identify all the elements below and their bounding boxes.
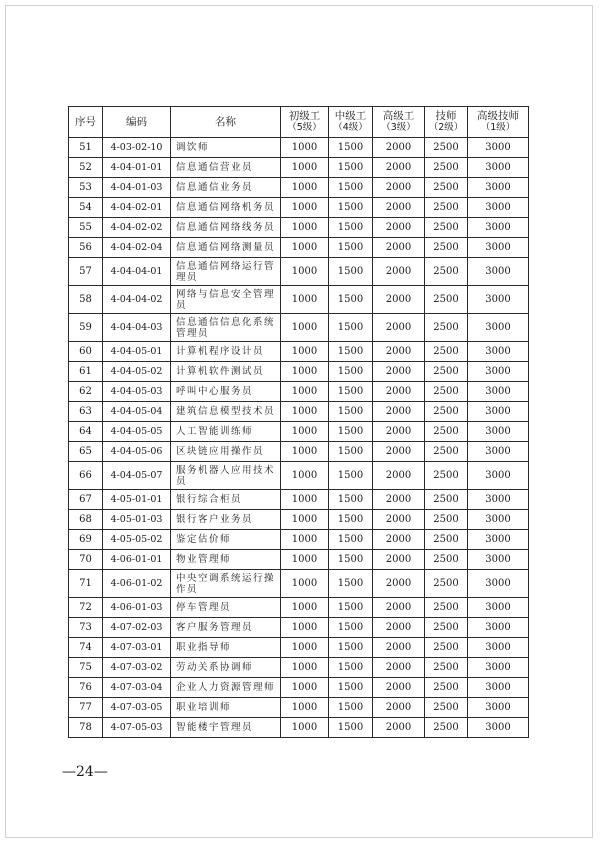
row-name-cell: 银行综合柜员	[171, 490, 281, 510]
row-senior-value: 2000	[373, 238, 425, 258]
header-senior	[373, 107, 425, 138]
row-code-cell: 4-06-01-01	[103, 550, 171, 570]
row-senior-value: 2000	[373, 638, 425, 658]
header-technician-title: 技师	[435, 110, 457, 122]
row-technician-value: 2500	[425, 286, 468, 314]
row-senior-technician-value: 3000	[468, 342, 529, 362]
row-mid-value: 1500	[329, 618, 373, 638]
row-senior-technician-value: 3000	[468, 678, 529, 698]
row-senior-value: 2000	[373, 218, 425, 238]
row-mid-value: 1500	[329, 198, 373, 218]
row-mid-value: 1500	[329, 258, 373, 286]
table-row	[69, 550, 529, 570]
table-row	[69, 314, 529, 342]
row-seq-cell: 74	[69, 638, 103, 658]
row-name-cell: 网络与信息安全管理员	[171, 286, 281, 314]
row-senior-technician-value: 3000	[468, 530, 529, 550]
row-technician-value: 2500	[425, 570, 468, 598]
row-senior-value: 2000	[373, 678, 425, 698]
row-code-cell: 4-04-01-03	[103, 178, 171, 198]
row-code-cell: 4-05-01-01	[103, 490, 171, 510]
row-code-cell: 4-07-03-02	[103, 658, 171, 678]
row-mid-value: 1500	[329, 442, 373, 462]
row-mid-value: 1500	[329, 218, 373, 238]
table-row	[69, 598, 529, 618]
row-senior-technician-value: 3000	[468, 422, 529, 442]
row-technician-value: 2500	[425, 362, 468, 382]
row-mid-value: 1500	[329, 638, 373, 658]
row-senior-technician-value: 3000	[468, 238, 529, 258]
row-senior-technician-value: 3000	[468, 362, 529, 382]
row-seq-cell: 71	[69, 570, 103, 598]
row-junior-value: 1000	[281, 678, 329, 698]
row-technician-value: 2500	[425, 258, 468, 286]
row-code-cell: 4-04-05-03	[103, 382, 171, 402]
row-senior-technician-value: 3000	[468, 442, 529, 462]
row-seq-cell: 73	[69, 618, 103, 638]
row-junior-value: 1000	[281, 158, 329, 178]
row-code-cell: 4-04-05-06	[103, 442, 171, 462]
header-technician	[425, 107, 468, 138]
row-junior-value: 1000	[281, 618, 329, 638]
row-mid-value: 1500	[329, 718, 373, 738]
row-code-cell: 4-04-05-01	[103, 342, 171, 362]
row-seq-cell: 68	[69, 510, 103, 530]
row-senior-value: 2000	[373, 510, 425, 530]
row-junior-value: 1000	[281, 286, 329, 314]
row-name-cell: 物业管理师	[171, 550, 281, 570]
row-mid-value: 1500	[329, 490, 373, 510]
row-senior-technician-value: 3000	[468, 638, 529, 658]
row-seq-cell: 66	[69, 462, 103, 490]
row-seq-cell: 52	[69, 158, 103, 178]
row-senior-value: 2000	[373, 550, 425, 570]
header-junior-level: （5级）	[287, 122, 322, 133]
table-row	[69, 442, 529, 462]
row-mid-value: 1500	[329, 314, 373, 342]
table-row	[69, 402, 529, 422]
row-senior-technician-value: 3000	[468, 258, 529, 286]
row-technician-value: 2500	[425, 718, 468, 738]
row-code-cell: 4-04-01-01	[103, 158, 171, 178]
table-row	[69, 530, 529, 550]
table-row	[69, 286, 529, 314]
row-mid-value: 1500	[329, 138, 373, 158]
row-junior-value: 1000	[281, 382, 329, 402]
row-senior-technician-value: 3000	[468, 510, 529, 530]
row-seq-cell: 64	[69, 422, 103, 442]
header-code: 编码	[103, 107, 171, 138]
table-header-row	[69, 107, 529, 138]
row-senior-technician-value: 3000	[468, 718, 529, 738]
row-name-cell: 信息通信网络线务员	[171, 218, 281, 238]
row-senior-technician-value: 3000	[468, 382, 529, 402]
row-technician-value: 2500	[425, 158, 468, 178]
row-junior-value: 1000	[281, 258, 329, 286]
row-senior-value: 2000	[373, 158, 425, 178]
row-mid-value: 1500	[329, 462, 373, 490]
row-name-cell: 智能楼宇管理员	[171, 718, 281, 738]
row-senior-value: 2000	[373, 530, 425, 550]
row-seq-cell: 58	[69, 286, 103, 314]
row-code-cell: 4-07-03-05	[103, 698, 171, 718]
table-row	[69, 218, 529, 238]
row-name-cell: 银行客户业务员	[171, 510, 281, 530]
row-junior-value: 1000	[281, 218, 329, 238]
row-name-cell: 信息通信业务员	[171, 178, 281, 198]
row-mid-value: 1500	[329, 698, 373, 718]
table-row	[69, 638, 529, 658]
row-code-cell: 4-04-02-02	[103, 218, 171, 238]
row-name-cell: 计算机程序设计员	[171, 342, 281, 362]
row-technician-value: 2500	[425, 530, 468, 550]
row-technician-value: 2500	[425, 422, 468, 442]
table-row	[69, 698, 529, 718]
row-senior-technician-value: 3000	[468, 314, 529, 342]
row-name-cell: 劳动关系协调师	[171, 658, 281, 678]
row-senior-value: 2000	[373, 138, 425, 158]
row-junior-value: 1000	[281, 198, 329, 218]
table-row	[69, 490, 529, 510]
table-body	[69, 138, 529, 738]
row-seq-cell: 77	[69, 698, 103, 718]
row-name-cell: 计算机软件测试员	[171, 362, 281, 382]
row-senior-technician-value: 3000	[468, 138, 529, 158]
row-junior-value: 1000	[281, 598, 329, 618]
row-name-cell: 信息通信网络测量员	[171, 238, 281, 258]
row-junior-value: 1000	[281, 638, 329, 658]
row-senior-value: 2000	[373, 570, 425, 598]
header-junior-title: 初级工	[288, 110, 321, 122]
row-junior-value: 1000	[281, 462, 329, 490]
row-junior-value: 1000	[281, 490, 329, 510]
row-senior-technician-value: 3000	[468, 178, 529, 198]
table-row	[69, 422, 529, 442]
row-technician-value: 2500	[425, 238, 468, 258]
row-code-cell: 4-05-01-03	[103, 510, 171, 530]
header-technician-level: （2级）	[428, 122, 464, 133]
row-name-cell: 人工智能训练师	[171, 422, 281, 442]
row-technician-value: 2500	[425, 138, 468, 158]
row-senior-value: 2000	[373, 598, 425, 618]
row-seq-cell: 54	[69, 198, 103, 218]
row-junior-value: 1000	[281, 314, 329, 342]
header-mid-title: 中级工	[334, 110, 367, 122]
row-senior-technician-value: 3000	[468, 462, 529, 490]
table-row	[69, 342, 529, 362]
row-name-cell: 鉴定估价师	[171, 530, 281, 550]
header-junior	[281, 107, 329, 138]
row-junior-value: 1000	[281, 698, 329, 718]
row-mid-value: 1500	[329, 286, 373, 314]
row-name-cell: 呼叫中心服务员	[171, 382, 281, 402]
row-junior-value: 1000	[281, 658, 329, 678]
row-junior-value: 1000	[281, 178, 329, 198]
row-technician-value: 2500	[425, 490, 468, 510]
row-seq-cell: 65	[69, 442, 103, 462]
row-seq-cell: 72	[69, 598, 103, 618]
row-senior-value: 2000	[373, 658, 425, 678]
row-technician-value: 2500	[425, 178, 468, 198]
row-name-cell: 建筑信息模型技术员	[171, 402, 281, 422]
row-code-cell: 4-06-01-02	[103, 570, 171, 598]
row-seq-cell: 57	[69, 258, 103, 286]
subsidy-standards-table	[68, 106, 529, 738]
row-senior-value: 2000	[373, 286, 425, 314]
header-senior-technician-title: 高级技师	[477, 110, 519, 122]
row-seq-cell: 51	[69, 138, 103, 158]
row-code-cell: 4-07-02-03	[103, 618, 171, 638]
row-seq-cell: 63	[69, 402, 103, 422]
row-name-cell: 职业指导师	[171, 638, 281, 658]
row-senior-value: 2000	[373, 198, 425, 218]
table-row	[69, 718, 529, 738]
row-technician-value: 2500	[425, 658, 468, 678]
row-technician-value: 2500	[425, 382, 468, 402]
page-number: —24—	[62, 764, 108, 780]
row-seq-cell: 53	[69, 178, 103, 198]
header-name: 名称	[171, 107, 281, 138]
row-mid-value: 1500	[329, 362, 373, 382]
row-senior-value: 2000	[373, 718, 425, 738]
table-row	[69, 570, 529, 598]
row-name-cell: 区块链应用操作员	[171, 442, 281, 462]
row-technician-value: 2500	[425, 550, 468, 570]
row-technician-value: 2500	[425, 442, 468, 462]
row-code-cell: 4-04-05-04	[103, 402, 171, 422]
header-mid	[329, 107, 373, 138]
row-technician-value: 2500	[425, 598, 468, 618]
row-senior-technician-value: 3000	[468, 218, 529, 238]
row-junior-value: 1000	[281, 718, 329, 738]
row-technician-value: 2500	[425, 198, 468, 218]
row-mid-value: 1500	[329, 510, 373, 530]
header-senior-technician-level: （1级）	[480, 122, 516, 133]
header-senior-title: 高级工	[382, 110, 415, 122]
row-mid-value: 1500	[329, 598, 373, 618]
row-junior-value: 1000	[281, 138, 329, 158]
row-junior-value: 1000	[281, 422, 329, 442]
row-senior-technician-value: 3000	[468, 402, 529, 422]
row-senior-value: 2000	[373, 342, 425, 362]
row-senior-value: 2000	[373, 618, 425, 638]
row-seq-cell: 78	[69, 718, 103, 738]
table-row	[69, 510, 529, 530]
row-code-cell: 4-07-03-04	[103, 678, 171, 698]
row-name-cell: 中央空调系统运行操作员	[171, 570, 281, 598]
row-senior-value: 2000	[373, 258, 425, 286]
row-senior-technician-value: 3000	[468, 198, 529, 218]
row-senior-technician-value: 3000	[468, 286, 529, 314]
row-code-cell: 4-07-05-03	[103, 718, 171, 738]
table-row	[69, 238, 529, 258]
row-seq-cell: 55	[69, 218, 103, 238]
row-seq-cell: 56	[69, 238, 103, 258]
row-technician-value: 2500	[425, 402, 468, 422]
row-seq-cell: 76	[69, 678, 103, 698]
row-junior-value: 1000	[281, 342, 329, 362]
row-mid-value: 1500	[329, 158, 373, 178]
row-name-cell: 企业人力资源管理师	[171, 678, 281, 698]
row-mid-value: 1500	[329, 658, 373, 678]
row-seq-cell: 61	[69, 362, 103, 382]
row-code-cell: 4-04-04-01	[103, 258, 171, 286]
row-senior-value: 2000	[373, 442, 425, 462]
row-code-cell: 4-04-05-02	[103, 362, 171, 382]
row-junior-value: 1000	[281, 442, 329, 462]
table-row	[69, 658, 529, 678]
row-senior-value: 2000	[373, 382, 425, 402]
row-name-cell: 客户服务管理员	[171, 618, 281, 638]
row-junior-value: 1000	[281, 510, 329, 530]
table-row	[69, 138, 529, 158]
row-name-cell: 信息通信网络机务员	[171, 198, 281, 218]
row-name-cell: 调饮师	[171, 138, 281, 158]
row-mid-value: 1500	[329, 342, 373, 362]
row-senior-value: 2000	[373, 422, 425, 442]
row-senior-technician-value: 3000	[468, 618, 529, 638]
table-row	[69, 462, 529, 490]
row-code-cell: 4-06-01-03	[103, 598, 171, 618]
row-junior-value: 1000	[281, 238, 329, 258]
header-senior-technician	[468, 107, 529, 138]
row-senior-technician-value: 3000	[468, 550, 529, 570]
row-name-cell: 信息通信营业员	[171, 158, 281, 178]
row-mid-value: 1500	[329, 678, 373, 698]
row-senior-value: 2000	[373, 490, 425, 510]
row-technician-value: 2500	[425, 314, 468, 342]
table-row	[69, 362, 529, 382]
row-technician-value: 2500	[425, 678, 468, 698]
row-mid-value: 1500	[329, 238, 373, 258]
table-row	[69, 618, 529, 638]
row-senior-value: 2000	[373, 402, 425, 422]
row-senior-technician-value: 3000	[468, 598, 529, 618]
row-code-cell: 4-04-02-04	[103, 238, 171, 258]
row-seq-cell: 67	[69, 490, 103, 510]
row-junior-value: 1000	[281, 550, 329, 570]
row-seq-cell: 59	[69, 314, 103, 342]
row-senior-technician-value: 3000	[468, 658, 529, 678]
row-technician-value: 2500	[425, 342, 468, 362]
row-code-cell: 4-07-03-01	[103, 638, 171, 658]
row-seq-cell: 62	[69, 382, 103, 402]
table-row	[69, 258, 529, 286]
table-row	[69, 198, 529, 218]
row-senior-value: 2000	[373, 178, 425, 198]
row-junior-value: 1000	[281, 402, 329, 422]
row-name-cell: 信息通信网络运行管理员	[171, 258, 281, 286]
table-row	[69, 178, 529, 198]
row-technician-value: 2500	[425, 618, 468, 638]
row-code-cell: 4-04-05-05	[103, 422, 171, 442]
row-name-cell: 服务机器人应用技术员	[171, 462, 281, 490]
row-junior-value: 1000	[281, 570, 329, 598]
row-seq-cell: 60	[69, 342, 103, 362]
row-junior-value: 1000	[281, 530, 329, 550]
row-mid-value: 1500	[329, 178, 373, 198]
row-seq-cell: 75	[69, 658, 103, 678]
row-senior-technician-value: 3000	[468, 698, 529, 718]
header-mid-level: （4级）	[333, 122, 368, 133]
row-technician-value: 2500	[425, 510, 468, 530]
row-seq-cell: 70	[69, 550, 103, 570]
table-row	[69, 158, 529, 178]
row-mid-value: 1500	[329, 570, 373, 598]
row-mid-value: 1500	[329, 550, 373, 570]
row-name-cell: 职业培训师	[171, 698, 281, 718]
row-technician-value: 2500	[425, 698, 468, 718]
row-code-cell: 4-04-02-01	[103, 198, 171, 218]
row-code-cell: 4-04-04-02	[103, 286, 171, 314]
table-row	[69, 382, 529, 402]
row-code-cell: 4-03-02-10	[103, 138, 171, 158]
row-senior-technician-value: 3000	[468, 570, 529, 598]
row-code-cell: 4-05-05-02	[103, 530, 171, 550]
row-mid-value: 1500	[329, 382, 373, 402]
row-technician-value: 2500	[425, 638, 468, 658]
row-technician-value: 2500	[425, 462, 468, 490]
row-senior-value: 2000	[373, 698, 425, 718]
row-seq-cell: 69	[69, 530, 103, 550]
row-senior-technician-value: 3000	[468, 158, 529, 178]
row-senior-technician-value: 3000	[468, 490, 529, 510]
header-seq: 序号	[69, 107, 103, 138]
header-senior-level: （3级）	[381, 122, 416, 133]
row-senior-value: 2000	[373, 462, 425, 490]
row-code-cell: 4-04-04-03	[103, 314, 171, 342]
row-code-cell: 4-04-05-07	[103, 462, 171, 490]
row-name-cell: 信息通信信息化系统管理员	[171, 314, 281, 342]
row-junior-value: 1000	[281, 362, 329, 382]
table-row	[69, 678, 529, 698]
row-technician-value: 2500	[425, 218, 468, 238]
row-senior-value: 2000	[373, 314, 425, 342]
row-mid-value: 1500	[329, 530, 373, 550]
row-name-cell: 停车管理员	[171, 598, 281, 618]
row-mid-value: 1500	[329, 422, 373, 442]
row-senior-value: 2000	[373, 362, 425, 382]
row-mid-value: 1500	[329, 402, 373, 422]
